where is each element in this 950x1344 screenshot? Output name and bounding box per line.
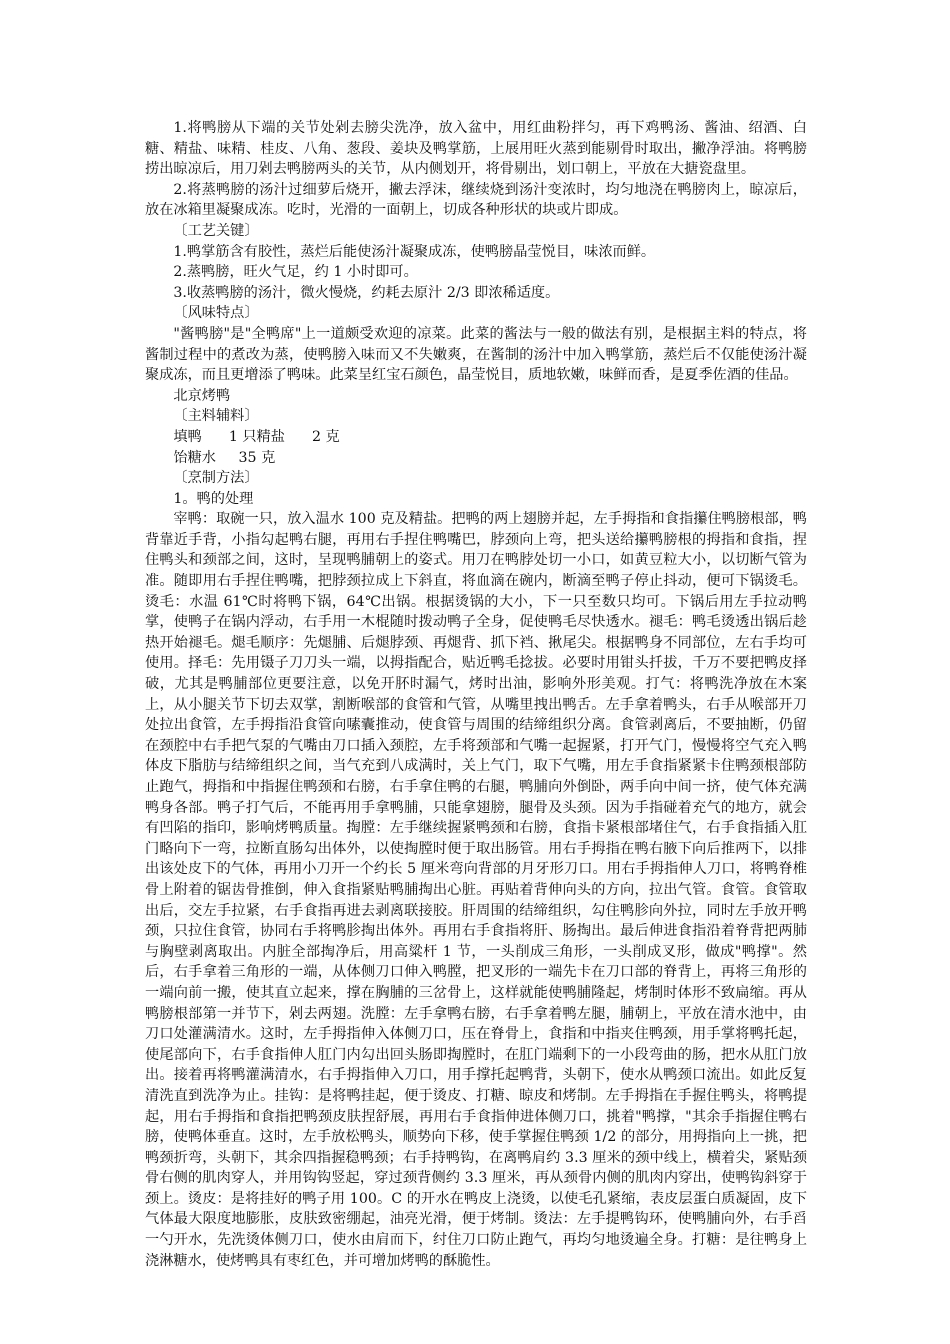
technique-point-3: 3.收蒸鸭膀的汤汁，微火慢烧，约耗去原汁 2/3 即浓稀适度。 <box>173 284 560 301</box>
method-step-title: 1。鸭的处理 <box>173 490 254 507</box>
document-page <box>145 118 807 1271</box>
step-1-paragraph: 1.将鸭膀从下端的关节处剁去膀尖洗净，放入盆中，用红曲粉拌匀，再下鸡鸭汤、酱油、绍酒、白糖、精盐、味精、桂皮、八角、葱段、姜块及鸭掌筋，上展用旺火蒸到能剔骨时取出，撇净浮油。将鸭膀捞出晾凉后，用刀剁去鸭膀两头的关节，从内侧划开，将骨剔出，划口朝上，平放在大搪瓷盘里。 <box>145 120 807 178</box>
section-heading-method: 〔烹制方法〕 <box>173 470 259 487</box>
section-heading-technique: 〔工艺关键〕 <box>173 222 259 239</box>
technique-point-2: 2.蒸鸭膀，旺火气足，约 1 小时即可。 <box>173 264 418 281</box>
technique-point-1: 1.鸭掌筋含有胶性，蒸烂后能使汤汁凝聚成冻，使鸭膀晶莹悦目，味浓而鲜。 <box>173 243 656 260</box>
ingredient-line-2: 饴糖水 35 克 <box>173 449 276 466</box>
section-heading-flavor: 〔风味特点〕 <box>173 305 259 322</box>
method-body-paragraph: 宰鸭：取碗一只，放入温水 100 克及精盐。把鸭的两上翅膀并起，左手拇指和食指攥住鸭膀根部，鸭背靠近手背，小指勾起鸭右腿，再用右手捏住鸭嘴巴，脖颈向上弯，把头送给攥鸭膀根的拇指和食指，捏住鸭头和颈部之间，这时，呈现鸭脯朝上的姿式。用刀在鸭脖处切一小口，如黄豆粒大小，以切断气管为准。随即用右手捏住鸭嘴，把脖颈拉成上下斜直，将血滴在碗内，断滴至鸭子停止抖动，便可下锅烫毛。烫毛：水温 61℃时将鸭下锅，64℃出锅。根据烫锅的大小，下一只至数只均可。下锅后用左手拉动鸭掌，使鸭子在锅内浮动，右手用一木棍随时拨动鸭子全身，促使鸭毛尽快透水。褪毛：鸭毛烫透出锅后趁热开始褪毛。煺毛顺序：先煺脯、后煺脖颈、再煺背、抓下裆、揪尾尖。根据鸭身不同部位，左右手均可使用。择毛：先用镊子刀刀头一端，以拇指配合，贴近鸭毛捻拔。必要时用钳头扦拔，千万不要把鸭皮择破，尤其是鸭脯部位更要注意，以免开肧时漏气，烤时出油，影响外形美观。打气：将鸭洗净放在木案上，从小腿关节下切去双掌，割断喉部的食管和气管，从嘴里拽出鸭舌。左手拿着鸭头，右手从喉部开刀处拉出食管，左手拇指沿食管向嗉囊推动，使食管与周围的结缔组织分离。食管剥离后，不要抽断，仍留在颈腔中右手把气泵的气嘴由刀口插入颈腔，左手将颈部和气嘴一起握紧，打开气门，慢慢将空气充入鸭体皮下脂肪与结缔组织之间，当气充到八成满时，关上气门，取下气嘴，用左手食指紧紧卡住鸭颈根部防止跑气，拇指和中指握住鸭颈和右膀，右手拿住鸭的右腿，鸭脯向外倒卧，两手向中间一挤，使气体充满鸭身各部。鸭子打气后，不能再用手拿鸭脯，只能拿翅膀，腿骨及头颈。因为手指碰着充气的地方，就会有凹陷的指印，影响烤鸭质量。掏膛：左手继续握紧鸭颈和右膀，食指卡紧根部堵住气，右手食指插入肛门略向下一弯，拉断直肠勾出体外，以使掏膛时便于取出肠管。用右手拇指在鸭右腋下向后推两下，以排出该处皮下的气体，再用小刀开一个约长 5 厘米弯向背部的月牙形刀口。用右手拇指伸人刀口，将鸭脊椎骨上附着的锯齿骨推倒，伸入食指紧贴鸭脯掏出心脏。再贴着背伸向头的方向，拉出气管。食管。食管取出后，交左手拉紧，右手食指再进去剥离联接胶。肝周围的结缔组织，勾住鸭胗向外拉，同时左手放开鸭颈，只拉住食管，协同右手将鸭胗掏出体外。再用右手食指将肝、肠掏出。最后伸进食指沿着脊背把两肺与胸壁剥离取出。内脏全部掏净后，用高粱杆 1 节，一头削成三角形，一头削成叉形，做成"鸭撑"。然后，右手拿着三角形的一端，从体侧刀口伸入鸭膛，把叉形的一端先卡在刀口部的脊背上，再将三角形的一端向前一搬，使其直立起来，撑在胸脯的三岔骨上，这样就能使鸭脯隆起，烤制时体形不致扁缩。再从鸭膀根部第一并节下，剁去两翅。洗膛：左手拿鸭右膀，右手拿着鸭左腿，脯朝上，平放在清水池中，由刀口处灌满清水。这时，左手拇指伸入体侧刀口，压在脊骨上，食指和中指夹住鸭颈，用手掌将鸭托起，使尾部向下，右手食指伸人肛门内勾出回头肠即掏膛时，在肛门端剩下的一小段弯曲的肠，把水从肛门放出。接着再将鸭灌满清水，右手拇指伸入刀口，用手撑托起鸭背，头朝下，使水从鸭颈口流出。如此反复清洗直到洗净为止。挂钩：是将鸭挂起，便于烫皮、打糖、晾皮和烤制。左手拇指在手握住鸭头，将鸭提起，用右手拇指和食指把鸭颈皮肤捏舒展，再用右手食指伸进体侧刀口，挑着"鸭撑，"其余手指握住鸭右膀，使鸭体垂直。这时，左手放松鸭头，顺势向下移，使手掌握住鸭颈 1/2 的部分，用拇指向上一挑，把鸭颈折弯，头朝下，其余四指握稳鸭颈；右手持鸭钩，在离鸭肩约 3.3 厘米的颈中线上，横着尖，紧贴颈骨右侧的肌肉穿人，并用钩钩竖起，穿过颈背侧约 3.3 厘米，再从颈骨内侧的肌肉内穿出，使鸭钩斜穿于颈上。烫皮：是将挂好的鸭子用 100。C 的开水在鸭皮上浇烫，以使毛孔紧缩，表皮层蛋白质凝固，皮下气体最大限度地膨胀，皮肤致密绷起，油亮光滑，便于烤制。烫法：左手提鸭钩环，使鸭脯向外，右手舀一勺开水，先洗烫体侧刀口，使水由肩而下，纣住刀口防止跑气，再均匀地烫遍全身。打糖：是往鸭身上浇淋糖水，使烤鸭具有枣红色，并可增加烤鸭的酥脆性。 <box>145 511 807 1269</box>
recipe-title: 北京烤鸭 <box>173 387 231 404</box>
step-2-paragraph: 2.将蒸鸭膀的汤汁过细萝后烧开，撇去浮沫，继续烧到汤汁变浓时，均匀地浇在鸭膀肉上，晾凉后，放在冰箱里凝聚成冻。吃时，光滑的一面朝上，切成各种形状的块或片即成。 <box>145 181 807 219</box>
flavor-paragraph: "酱鸭膀"是"全鸭席"上一道颇受欢迎的凉菜。此菜的酱法与一般的做法有别，是根据主料的特点，将酱制过程中的煮改为蒸，使鸭膀入味而又不失嫩爽，在酱制的汤汁中加入鸭掌筋，蒸烂后不仅能使汤汁凝聚成冻，而且更增添了鸭味。此菜呈红宝石颜色，晶莹悦目，质地软嫩，味鲜而香，是夏季佐酒的佳品。 <box>145 325 807 384</box>
ingredient-line-1: 填鸭 1 只精盐 2 克 <box>173 428 340 445</box>
section-heading-ingredients: 〔主料辅料〕 <box>173 408 259 425</box>
